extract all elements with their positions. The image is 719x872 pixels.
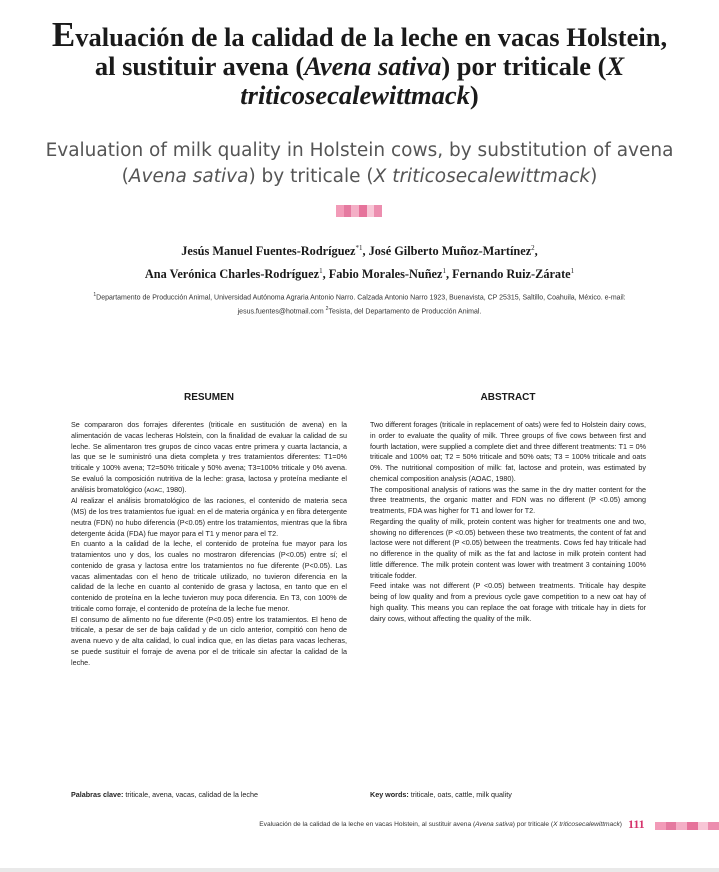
page-number: 111 <box>628 817 645 831</box>
author-list <box>40 238 679 284</box>
article-title <box>40 15 679 110</box>
subtitle-text-1: Evaluation of milk quality in Holstein cows, by substitution of avena ( <box>45 140 674 187</box>
footer-decorative-stripe <box>655 822 719 830</box>
stripe-segment <box>374 205 382 217</box>
author: Jesús Manuel Fuentes-Rodríguez$^{*1}$, <box>181 244 369 259</box>
running-footer: Evaluación de la calidad de la leche en vacas Holstein, al sustituir avena (Avena sativa) por triticale (X triticosecalewittmack) <box>259 821 622 828</box>
decorative-stripe <box>336 205 382 217</box>
stripe-segment <box>666 822 677 830</box>
abstract-column <box>370 392 646 780</box>
title-italic-1: Avena sativa <box>304 51 442 81</box>
resumen-body <box>71 420 347 780</box>
affiliation: $^1$Departamento de Producción Animal, Universidad Autónoma Agraria Antonio Narro. Calzada Antonio Narro 1923, Buenavista, CP 25315, Saltillo, Coahuila, México. e-mail: jesus.fuentes@hotmail.com $^2$Tesista, del Departamento de Producción Animal. <box>93 292 626 316</box>
resumen-paragraph: En cuanto a la calidad de la leche, el contenido de proteína fue mayor para los tratamientos uno y dos, los cuales no mostraron diferencias (P<0.05) entre sí; el contenido de grasa y lactosa entre los tratamientos no fue diferente (P<0.05). Las vacas alimentadas con el heno de triticale utilizado, no tuvieron diferencia en la calidad de la leche en cuanto al contenido de grasa y lactosa, en tanto que en el contenido de proteína en la leche tuvieron muy poca diferencia. En T3, con 100% de triticale como forraje, el contenido de proteína de la leche fue menor. <box>71 539 347 613</box>
resumen-column <box>71 392 347 780</box>
resumen-paragraph: El consumo de alimento no fue diferente (P<0.05) entre los tratamientos. El heno de triticale, a pesar de ser de baja calidad y de un ciclo anterior, compitió con heno de avena nuevo y de alta calidad, lo cual indica que, en las dietas para vacas lecheras, se puede sustituir el forraje de avena por el de triticale sin afectar la calidad de la leche. <box>71 614 347 667</box>
author: Fernando Ruiz-Zárate$^1$ <box>452 267 575 282</box>
abstract-heading: ABSTRACT <box>480 392 536 403</box>
stripe-segment <box>344 205 352 217</box>
abstract-paragraph: The compositional analysis of rations was the same in the dry matter content for the three treatments, the organic matter and FDN was no different (P <0.05) among treatments, FDA was higher for T1 and lower for T2. <box>370 484 646 515</box>
stripe-segment <box>336 205 344 217</box>
title-initial: E <box>51 15 76 54</box>
abstract-paragraph: Feed intake was not different (P <0.05) between treatments. Triticale hay despite being of low quality and from a previous cycle gave competition to a new oat hay of high quality. This means you can replace the oat forage with triticale hay in diets for dairy cows, without affecting the quality of the milk. <box>370 581 646 623</box>
key-words: Key words: triticale, oats, cattle, milk quality <box>370 790 512 799</box>
title-text-3: ) <box>469 80 479 110</box>
stripe-segment <box>367 205 375 217</box>
resumen-heading: RESUMEN <box>183 392 234 403</box>
author: José Gilberto Muñoz-Martínez$^2$, <box>368 244 538 259</box>
resumen-paragraph: Al realizar el análisis bromatológico de las raciones, el contenido de materia seca (MS) de los tres tratamientos fue igual: en el de materia orgánica y en fibra detergente neutra (FDN) no hubo diferencia (P<0.05) entre los tratamientos, mientras que la fibra detergente ácida (FDA) fue mayor para el T1 y menor para el T2. <box>71 496 347 538</box>
subtitle-text-3: ) <box>590 166 598 187</box>
subtitle-italic-2: X triticosecalewittmack <box>373 166 591 187</box>
abstract-body <box>370 420 646 780</box>
stripe-segment <box>676 822 687 830</box>
stripe-segment <box>708 822 719 830</box>
title-text-2: ) por triticale ( <box>441 51 607 81</box>
author: Fabio Morales-Nuñez$^1$, <box>328 267 453 282</box>
article-subtitle <box>40 138 679 190</box>
title-text-1: valuación de la calidad de la leche en vacas Holstein, al sustituir avena ( <box>75 22 668 81</box>
stripe-segment <box>351 205 359 217</box>
palabras-clave: Palabras clave: triticale, avena, vacas, calidad de la leche <box>71 790 259 799</box>
stripe-segment <box>687 822 698 830</box>
subtitle-italic-1: Avena sativa <box>128 166 249 187</box>
subtitle-text-2: ) by triticale ( <box>248 166 374 187</box>
author: Ana Verónica Charles-Rodríguez$^1$, <box>144 267 329 282</box>
stripe-segment <box>359 205 367 217</box>
resumen-paragraph: Se compararon dos forrajes diferentes (triticale en sustitución de avena) en la alimentación de vacas lecheras Holstein, con la finalidad de evaluar la calidad de su leche. Se alimentaron tres grupos de cinco vacas entre primera y cuarta lactancia, a las que se le suministró una dieta completa y tres tratamientos diferentes: T1=0% triticale y 100% avena; T2=50% triticale y 50% avena; T3=100% triticale y 0% avena. Se evaluó la composición nutritiva de la leche: grasa, lactosa y proteína mediante el análisis bromatológico (AOAC, 1980). <box>71 420 347 494</box>
page-bottom-rule <box>0 868 719 872</box>
stripe-segment <box>698 822 709 830</box>
stripe-segment <box>655 822 666 830</box>
abstract-paragraph: Two different forages (triticale in replacement of oats) were fed to Holstein dairy cows, in order to evaluate the quality of milk. Three groups of five cows between first and fourth lactation, were supplied a complete diet and three different treatments: T1 = 0% triticale and 100% oat; T2 = 50% triticale and 50% oats; T3 = 100% triticale and oats 0%. The nutritional composition of milk: fat, lactose and protein, was estimated by chemical composition analysis (AOAC, 1980). <box>370 420 646 483</box>
title-italic-2: X triticosecalewittmack <box>240 51 625 110</box>
abstract-paragraph: Regarding the quality of milk, protein content was higher for treatments one and two, showing no differences (P <0.05) between these two treatments, the content of fat and lactose were not different (P <0.05) between the treatments. Cows fed hay triticale had no difference in the quality of milk as the fat and lactose in milk protein content had little difference. The milk protein content was lower with treatment 3 containing 100% triticale fodder. <box>370 516 646 580</box>
